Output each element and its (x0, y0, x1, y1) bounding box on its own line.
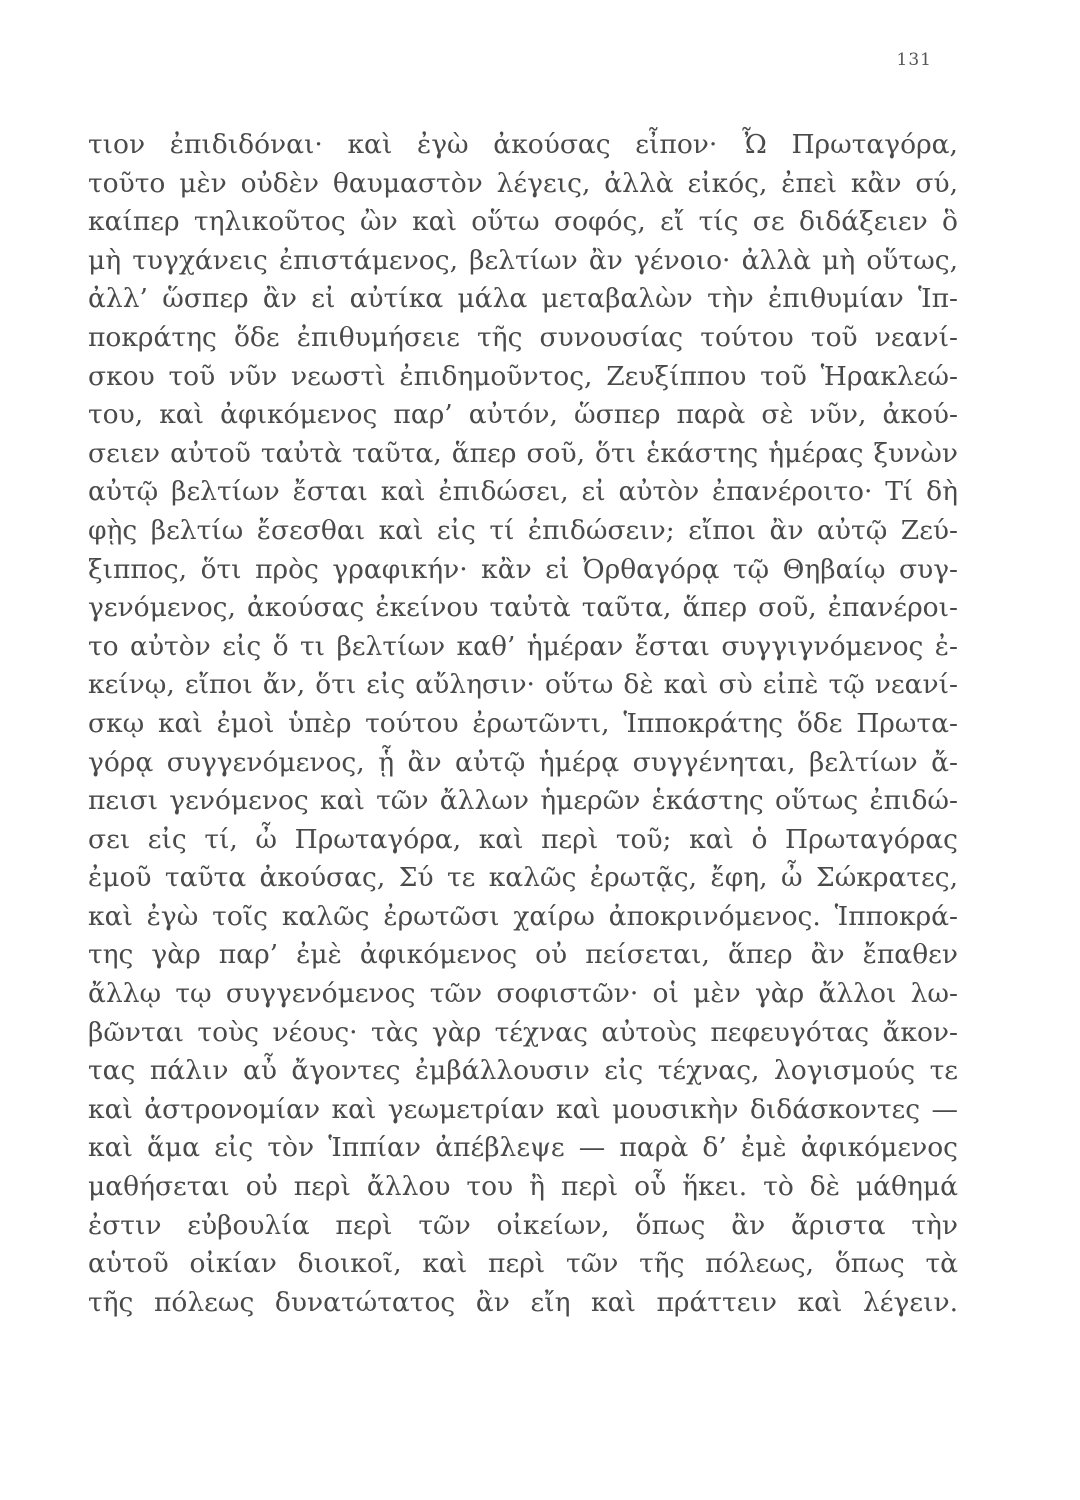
text-line: τοῦτο μὲν οὐδὲν θαυμαστὸν λέγεις, ἀλλὰ εἰκός, ἐπεὶ κἂν σύ, (88, 167, 958, 199)
text-line: το αὐτὸν εἰς ὅ τι βελτίων καθ’ ἡμέραν ἔσται συγγιγνόμενος ἐ- (88, 630, 958, 662)
text-line: μὴ τυγχάνεις ἐπιστάμενος, βελτίων ἂν γένοιο· ἀλλὰ μὴ οὕτως, (88, 244, 958, 276)
text-line: ξιππος, ὅτι πρὸς γραφικήν· κἂν εἰ Ὀρθαγόρᾳ τῷ Θηβαίῳ συγ- (88, 553, 958, 585)
text-line: σκου τοῦ νῦν νεωστὶ ἐπιδημοῦντος, Ζευξίππου τοῦ Ἡρακλεώ- (88, 360, 958, 392)
text-line: βῶνται τοὺς νέους· τὰς γὰρ τέχνας αὐτοὺς πεφευγότας ἄκον- (88, 1016, 958, 1048)
text-line: γενόμενος, ἀκούσας ἐκείνου ταὐτὰ ταῦτα, ἅπερ σοῦ, ἐπανέροι- (88, 592, 958, 624)
text-line: αὑτοῦ οἰκίαν διοικοῖ, καὶ περὶ τῶν τῆς πόλεως, ὅπως τὰ (88, 1248, 958, 1280)
text-line: ἐστιν εὐβουλία περὶ τῶν οἰκείων, ὅπως ἂν ἄριστα τὴν (88, 1209, 958, 1241)
text-line: σει εἰς τί, ὦ Πρωταγόρα, καὶ περὶ τοῦ; καὶ ὁ Πρωταγόρας (88, 823, 958, 855)
text-line: της γὰρ παρ’ ἐμὲ ἀφικόμενος οὐ πείσεται, ἅπερ ἂν ἔπαθεν (88, 939, 958, 971)
body-text (88, 126, 958, 1322)
text-line: κείνῳ, εἴποι ἄν, ὅτι εἰς αὔλησιν· οὕτω δὲ καὶ σὺ εἰπὲ τῷ νεανί- (88, 669, 958, 701)
text-line: του, καὶ ἀφικόμενος παρ’ αὐτόν, ὥσπερ παρὰ σὲ νῦν, ἀκού- (88, 399, 958, 431)
text-line: ἐμοῦ ταῦτα ἀκούσας, Σύ τε καλῶς ἐρωτᾷς, ἔφη, ὦ Σώκρατες, (88, 862, 958, 894)
text-line: αὐτῷ βελτίων ἔσται καὶ ἐπιδώσει, εἰ αὐτὸν ἐπανέροιτο· Τί δὴ (88, 476, 958, 508)
text-line: γόρᾳ συγγενόμενος, ᾗ ἂν αὐτῷ ἡμέρᾳ συγγένηται, βελτίων ἄ- (88, 746, 958, 778)
text-line: καὶ ἀστρονομίαν καὶ γεωμετρίαν καὶ μουσικὴν διδάσκοντες — (88, 1093, 958, 1125)
text-line: τιον ἐπιδιδόναι· καὶ ἐγὼ ἀκούσας εἶπον· Ὦ Πρωταγόρα, (88, 129, 958, 160)
text-line: ἄλλῳ τῳ συγγενόμενος τῶν σοφιστῶν· οἱ μὲν γὰρ ἄλλοι λω- (88, 978, 958, 1010)
text-line: καὶ ἅμα εἰς τὸν Ἱππίαν ἀπέβλεψε — παρὰ δ’ ἐμὲ ἀφικόμενος (88, 1132, 958, 1164)
text-line: σκῳ καὶ ἐμοὶ ὑπὲρ τούτου ἐρωτῶντι, Ἱπποκράτης ὅδε Πρωτα- (88, 707, 958, 739)
text-line: ἀλλ’ ὥσπερ ἂν εἰ αὐτίκα μάλα μεταβαλὼν τὴν ἐπιθυμίαν Ἱπ- (88, 283, 958, 315)
text-line: τας πάλιν αὖ ἄγοντες ἐμβάλλουσιν εἰς τέχνας, λογισμούς τε (88, 1055, 958, 1087)
text-line: καίπερ τηλικοῦτος ὢν καὶ οὕτω σοφός, εἴ τίς σε διδάξειεν ὃ (88, 206, 958, 238)
text-line: τῆς πόλεως δυνατώτατος ἂν εἴη καὶ πράττειν καὶ λέγειν. (88, 1286, 958, 1318)
text-line: μαθήσεται οὐ περὶ ἄλλου του ἢ περὶ οὗ ἥκει. τὸ δὲ μάθημά (88, 1171, 958, 1203)
text-line: πεισι γενόμενος καὶ τῶν ἄλλων ἡμερῶν ἑκάστης οὕτως ἐπιδώ- (88, 785, 958, 817)
text-line: φῂς βελτίω ἔσεσθαι καὶ εἰς τί ἐπιδώσειν; εἴποι ἂν αὐτῷ Ζεύ- (88, 514, 958, 546)
text-line: σειεν αὐτοῦ ταὐτὰ ταῦτα, ἅπερ σοῦ, ὅτι ἑκάστης ἡμέρας ξυνὼν (88, 437, 958, 469)
page-number: 131 (896, 50, 932, 70)
text-line: ποκράτης ὅδε ἐπιθυμήσειε τῆς συνουσίας τούτου τοῦ νεανί- (88, 321, 958, 353)
text-line: καὶ ἐγὼ τοῖς καλῶς ἐρωτῶσι χαίρω ἀποκρινόμενος. Ἱπποκρά- (88, 900, 958, 932)
